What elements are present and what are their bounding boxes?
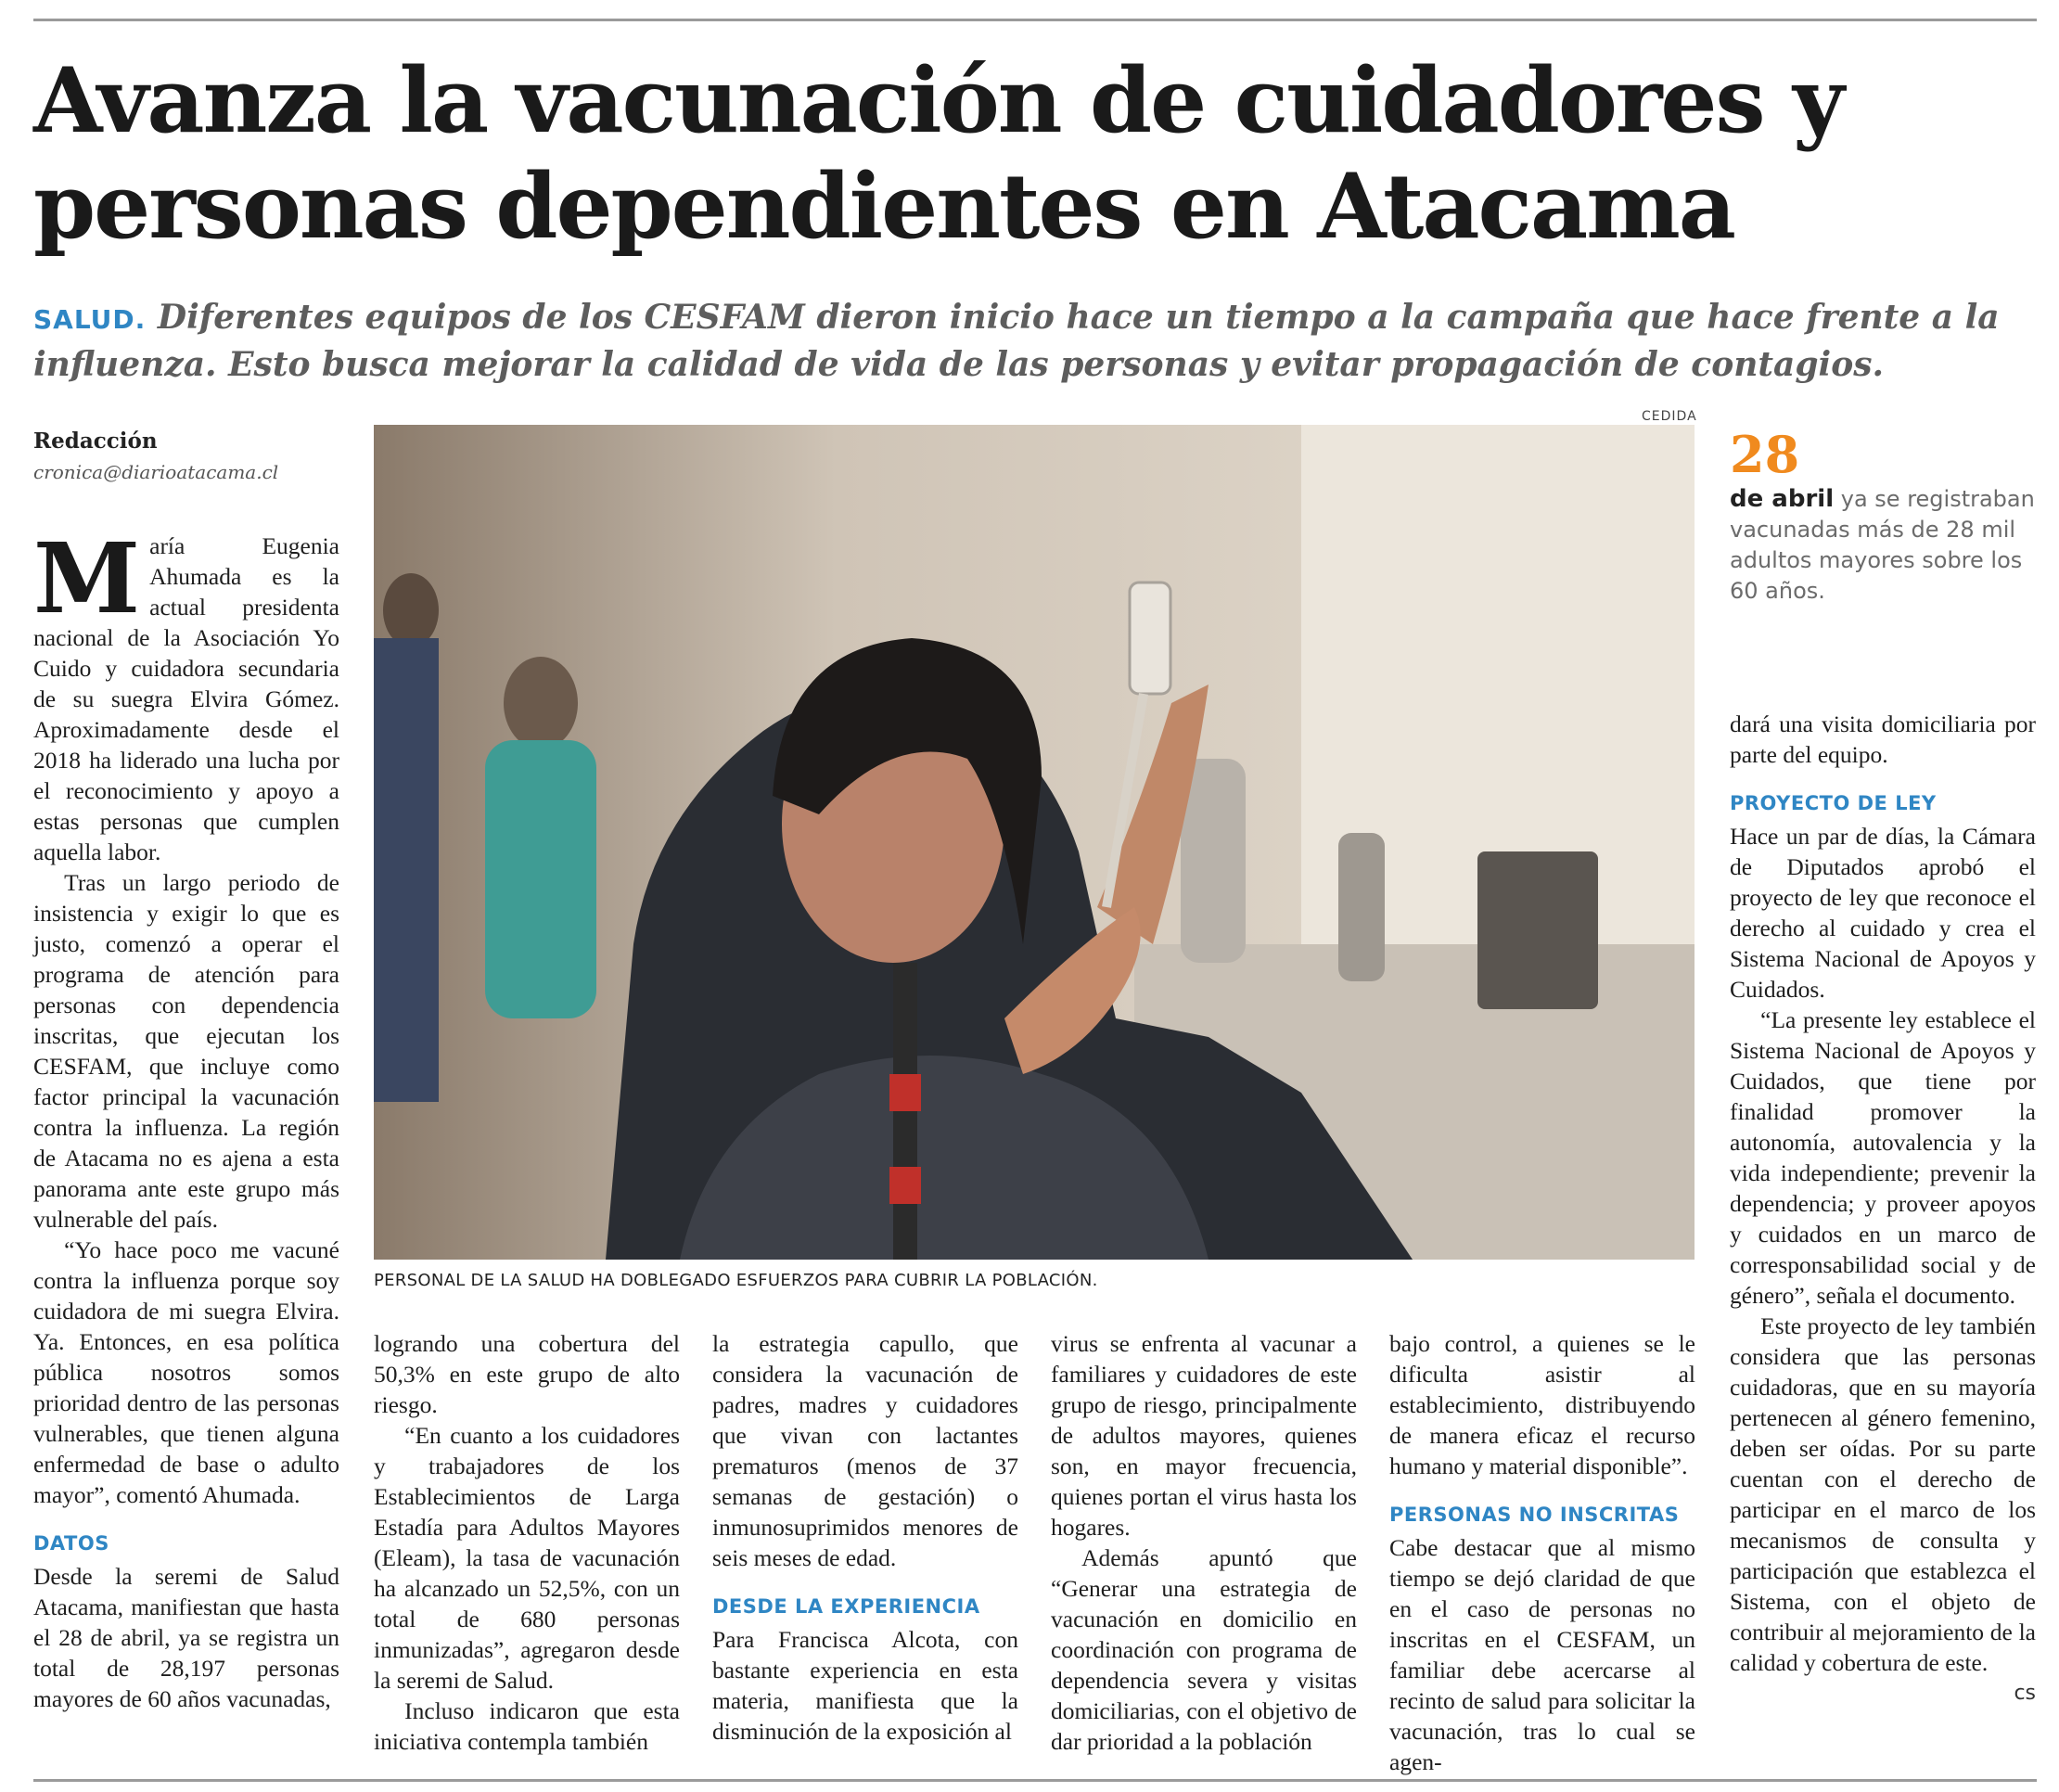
paragraph: Tras un largo periodo de insistencia y exigir lo que es justo, comenzó a operar el programa de atención para personas con dependencia inscritas, que ejecutan los CESFAM, que incluye como factor principal la vacunación contra la influenza. La región de Atacama no es ajena a esta panorama ante este grupo más vulnerable del país. <box>33 869 339 1233</box>
fact-box <box>1730 425 2036 607</box>
photo-caption: PERSONAL DE LA SALUD HA DOBLEGADO ESFUERZOS PARA CUBRIR LA POBLACIÓN. <box>374 1271 1098 1290</box>
paragraph: Hace un par de días, la Cámara de Diputados aprobó el proyecto de ley que reconoce el derecho al cuidado y crea el Sistema Nacional de Apoyos y Cuidados. <box>1730 823 2036 1003</box>
author-email: cronica@diarioatacama.cl <box>33 461 279 483</box>
photo-credit: CEDIDA <box>1642 409 1697 424</box>
fact-number: 28 <box>1730 425 1800 484</box>
fact-text: de abril ya se registraban vacunadas más de 28 mil adultos mayores sobre los 60 años. <box>1730 485 2035 604</box>
section-label: SALUD. <box>33 304 147 335</box>
paragraph: “Yo hace poco me vacuné contra la influenza porque soy cuidadora de mi suegra Elvira. Ya. Entonces, en esa política pública nosotros somos prioridad dentro de las personas vulnerables, que tienen alguna enfermedad de base o adulto mayor”, comentó Ahumada. <box>33 1236 339 1508</box>
author-name: Redacción <box>33 429 158 454</box>
paragraph: la estrategia capullo, que considera la vacunación de padres, madres y cuidadores que vivan con lactantes prematuros (menos de 37 semanas de gestación) o inmunosuprimidos menores de seis meses de edad. <box>712 1330 1018 1571</box>
paragraph: Incluso indicaron que esta iniciativa contempla también <box>374 1697 680 1755</box>
paragraph: Cabe destacar que al mismo tiempo se dejó claridad de que en el caso de personas no inscritas en el CESFAM, un familiar debe acercarse al recinto de salud para solicitar la vacunación, tras lo cual se agen- <box>1389 1534 1695 1775</box>
paragraph: virus se enfrenta al vacunar a familiares y cuidadores de este grupo de riesgo, principalmente de adultos mayores, quienes son, en mayor frecuencia, quienes portan el virus hasta los hogares. <box>1051 1330 1357 1541</box>
end-mark: cs <box>2014 1682 2036 1705</box>
paragraph: “En cuanto a los cuidadores y trabajadores de los Establecimientos de Larga Estadía para Adultos Mayores (Eleam), la tasa de vacunación ha alcanzado un 52,5%, con un total de 680 personas inmunizadas”, agregaron desde la seremi de Salud. <box>374 1422 680 1694</box>
subhead-proyecto: PROYECTO DE LEY <box>1730 792 1937 814</box>
dek-text: Diferentes equipos de los CESFAM dieron inicio hace un tiempo a la campaña que hace frente a la influenza. Esto busca mejorar la calidad de vida de las personas y evitar propagación de contagios. <box>33 298 2000 384</box>
subhead-experiencia: DESDE LA EXPERIENCIA <box>712 1595 980 1618</box>
drop-cap: M <box>33 521 141 635</box>
paragraph: dará una visita domiciliaria por parte del equipo. <box>1730 710 2036 768</box>
paragraph: bajo control, a quienes se le dificulta asistir al establecimiento, distribuyendo de manera eficaz el recurso humano y material disponible”. <box>1389 1330 1695 1479</box>
paragraph: Para Francisca Alcota, con bastante experiencia en esta materia, manifiesta que la disminución de la exposición al <box>712 1626 1018 1745</box>
paragraph: Además apuntó que “Generar una estrategia de vacunación en domicilio en coordinación con programa de dependencia severa y visitas domiciliarias, con el objetivo de dar prioridad a la población <box>1051 1544 1357 1755</box>
paragraph: “La presente ley establece el Sistema Nacional de Apoyos y Cuidados, que tiene por finalidad promover la autonomía, autovalencia y la vida independiente; prevenir la dependencia; y proveer apoyos y cuidados en un marco de corresponsabilidad social y de género”, señala el documento. <box>1730 1006 2036 1309</box>
column-3 <box>712 1328 1018 1747</box>
subheadline <box>33 295 2037 388</box>
headline: Avanza la vacunación de cuidadores y personas dependientes en Atacama <box>33 48 1843 259</box>
column-5 <box>1389 1328 1695 1777</box>
paragraph: logrando una cobertura del 50,3% en este grupo de alto riesgo. <box>374 1330 680 1418</box>
subhead-no-inscritas: PERSONAS NO INSCRITAS <box>1389 1504 1680 1526</box>
column-1 <box>33 521 339 1714</box>
subhead-datos: DATOS <box>33 1532 109 1555</box>
column-6 <box>1730 709 2036 1709</box>
top-rule <box>33 19 2037 21</box>
vaccination-photo-illustration <box>374 425 1695 1260</box>
paragraph: Desde la seremi de Salud Atacama, manifiestan que hasta el 28 de abril, ya se registra un total de 28,197 personas mayores de 60 años vacunadas, <box>33 1563 339 1712</box>
byline <box>33 429 349 483</box>
column-4 <box>1051 1328 1357 1757</box>
column-2 <box>374 1328 680 1757</box>
paragraph-intro: María Eugenia Ahumada es la actual presidenta nacional de la Asociación Yo Cuido y cuidadora secundaria de su suegra Elvira Gómez. Aproximadamente desde el 2018 ha liderado una lucha por el reconocimiento y apoyo a estas personas que cumplen aquella labor. <box>33 521 339 865</box>
bottom-rule <box>33 1779 2037 1782</box>
article-photo <box>374 425 1695 1260</box>
fact-lead: de abril <box>1730 485 1835 513</box>
paragraph: Este proyecto de ley también considera que las personas cuidadoras, que en su mayoría pertenecen al género femenino, deben ser oídas. Por su parte cuentan con el derecho de participar en el marco de los mecanismos de consulta y participación que establezca el Sistema, con el objeto de contribuir al mejoramiento de la calidad y cobertura de este. <box>1730 1312 2036 1676</box>
